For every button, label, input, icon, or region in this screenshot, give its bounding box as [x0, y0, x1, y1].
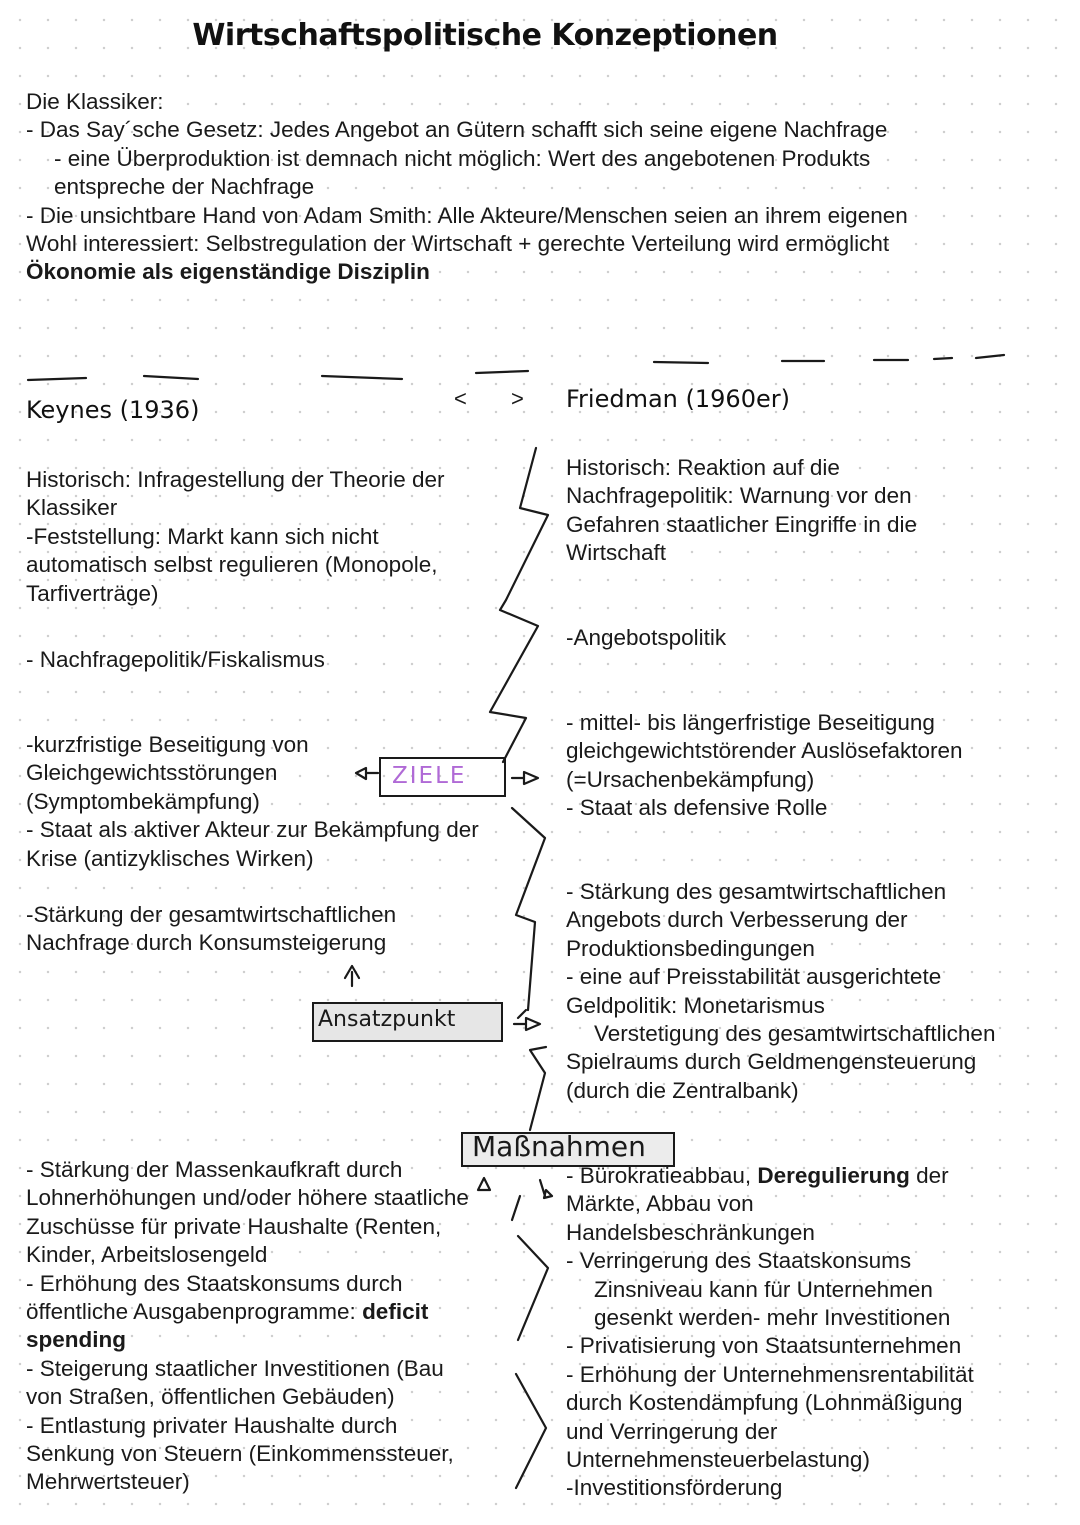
friedman-historisch-line: Historisch: Reaktion auf die [566, 455, 840, 480]
keynes-massnahmen [26, 1156, 469, 1497]
keynes-ziele-line: (Symptombekämpfung) [26, 788, 260, 814]
friedman-historisch-line: Nachfragepolitik: Warnung vor den [566, 483, 912, 509]
friedman-massnahmen-line: Märkte, Abbau von [566, 1191, 754, 1217]
friedman-historisch-line: Gefahren staatlicher Eingriffe in die [566, 511, 918, 537]
friedman-massnahmen-line: und Verringerung der [566, 1418, 778, 1444]
arrow-down-icon [540, 1180, 552, 1198]
keynes-historisch-line: Tarfiverträge) [26, 580, 159, 606]
separator-dash [476, 371, 528, 373]
friedman-ansatz-line: (durch die Zentralbank) [566, 1077, 799, 1103]
friedman-massnahmen-line: - Verringerung des Staatskonsums [566, 1248, 912, 1274]
smith-hand-cont: Wohl interessiert: Selbstregulation der Wirtschaft + gerechte Verteilung wird ermöglicht [26, 231, 890, 257]
friedman-ansatz-line: - Stärkung des gesamtwirtschaftlichen [566, 879, 947, 904]
arrow-down-icon [478, 1178, 490, 1190]
keynes-ziele-line: Krise (antizyklisches Wirken) [26, 845, 314, 871]
friedman-ansatz-line: Verstetigung des gesamtwirtschaftlichen [594, 1021, 996, 1047]
friedman-ziele-line: (=Ursachenbekämpfung) [566, 766, 815, 792]
deficit-pre: öffentliche Ausgabenprogramme: [26, 1299, 363, 1325]
deficit-bold: deficit [362, 1299, 429, 1325]
keynes-historisch [26, 466, 445, 608]
compare-greater-than: > [511, 386, 524, 411]
keynes-massnahmen-line: - Stärkung der Massenkaufkraft durch [26, 1157, 403, 1182]
separator-dash [144, 376, 198, 379]
keynes-massnahmen-line: - Erhöhung des Staatskonsums durch [26, 1270, 403, 1296]
smith-hand: - Die unsichtbare Hand von Adam Smith: Alle Akteure/Menschen seien an ihrem eigenen [26, 202, 908, 228]
friedman-ziele-line: - mittel- bis längerfristige Beseitigung [566, 710, 935, 735]
separator-dash [28, 378, 86, 380]
keynes-historisch-line: Klassiker [26, 495, 118, 521]
deregulierung-post: der [909, 1163, 949, 1188]
friedman-massnahmen-line: -Investitionsförderung [566, 1475, 783, 1501]
keynes-ziele-line: Gleichgewichtsstörungen [26, 760, 278, 786]
keynes-massnahmen-line: von Straßen, öffentlichen Gebäuden) [26, 1384, 395, 1410]
separator-dash [654, 362, 708, 363]
keynes-heading: Keynes (1936) [26, 396, 200, 424]
friedman-ansatz-line: Geldpolitik: Monetarismus [566, 992, 825, 1018]
klassiker-conclusion: Ökonomie als eigenständige Disziplin [26, 259, 430, 285]
friedman-ziele-line: gleichgewichtstörender Auslösefaktoren [566, 738, 963, 764]
ziele-label: ZIELE [392, 763, 467, 789]
deregulierung-pre: - Bürokratieabbau, [566, 1163, 758, 1188]
keynes-historisch-line: -Feststellung: Markt kann sich nicht [26, 523, 379, 549]
friedman-historisch [566, 454, 917, 568]
friedman-ansatz-line: Angebots durch Verbesserung der [566, 907, 908, 933]
keynes-politik: - Nachfragepolitik/Fiskalismus [26, 647, 325, 672]
keynes-massnahmen-line: Mehrwertsteuer) [26, 1469, 190, 1495]
zigzag-divider [512, 808, 545, 1010]
keynes-ansatz-line: Nachfrage durch Konsumsteigerung [26, 930, 387, 956]
friedman-massnahmen-line: Zinsniveau kann für Unternehmen [594, 1276, 933, 1302]
friedman-ziele [566, 709, 963, 823]
zigzag-divider [516, 1374, 546, 1488]
friedman-massnahmen-line [566, 1162, 974, 1190]
keynes-massnahmen-line: Zuschüsse für private Haushalte (Renten, [26, 1213, 442, 1239]
keynes-massnahmen-line: Kinder, Arbeitslosengeld [26, 1242, 268, 1268]
deregulierung-bold: Deregulierung [757, 1163, 910, 1188]
keynes-historisch-line: Historisch: Infragestellung der Theorie der [26, 467, 445, 492]
zigzag-divider [530, 1047, 546, 1130]
keynes-massnahmen-line: Senkung von Steuern (Einkommenssteuer, [26, 1441, 454, 1467]
arrow-right-icon [512, 772, 538, 784]
friedman-massnahmen-line: durch Kostendämpfung (Lohnmäßigung [566, 1390, 963, 1416]
keynes-massnahmen-line: Lohnerhöhungen und/oder höhere staatliche [26, 1185, 469, 1211]
friedman-ansatz-line: Spielraums durch Geldmengensteuerung [566, 1049, 977, 1075]
friedman-heading: Friedman (1960er) [566, 385, 790, 413]
say-law: - Das Say´sche Gesetz: Jedes Angebot an Gütern schafft sich seine eigene Nachfrage [26, 117, 888, 143]
arrow-right-icon [514, 1010, 540, 1030]
friedman-massnahmen-line: - Privatisierung von Staatsunternehmen [566, 1333, 962, 1359]
zigzag-divider [490, 448, 548, 762]
keynes-massnahmen-line: - Entlastung privater Haushalte durch [26, 1412, 398, 1438]
say-law-sub-cont: entspreche der Nachfrage [54, 174, 315, 200]
friedman-massnahmen-line: Unternehmensteuerbelastung) [566, 1447, 870, 1473]
keynes-massnahmen-line: - Steigerung staatlicher Investitionen (Bau [26, 1355, 444, 1381]
separator-dash [976, 355, 1004, 358]
friedman-politik: -Angebotspolitik [566, 625, 727, 650]
keynes-ziele [26, 731, 479, 873]
keynes-ansatz [26, 901, 396, 958]
zigzag-divider [518, 1236, 548, 1340]
separator-dash [934, 358, 952, 359]
friedman-massnahmen [566, 1162, 974, 1503]
keynes-ziele-line: - Staat als aktiver Akteur zur Bekämpfung der [26, 817, 479, 843]
compare-less-than: < [454, 386, 467, 411]
friedman-ziele-line: - Staat als defensive Rolle [566, 795, 828, 821]
keynes-massnahmen-line [26, 1298, 469, 1326]
keynes-historisch-line: automatisch selbst regulieren (Monopole, [26, 552, 438, 578]
arrow-up-icon [345, 966, 359, 986]
friedman-massnahmen-line: Handelsbeschränkungen [566, 1219, 815, 1245]
keynes-ansatz-line: -Stärkung der gesamtwirtschaftlichen [26, 902, 397, 927]
friedman-historisch-line: Wirtschaft [566, 540, 667, 566]
friedman-massnahmen-line: - Erhöhung der Unternehmensrentabilität [566, 1361, 974, 1387]
friedman-ansatz [566, 878, 995, 1105]
separator-dash [322, 376, 402, 379]
page-title: Wirtschaftspolitische Konzeptionen [192, 18, 778, 53]
say-law-sub: - eine Überproduktion ist demnach nicht möglich: Wert des angebotenen Produkts [54, 145, 871, 171]
friedman-ansatz-line: Produktionsbedingungen [566, 935, 815, 961]
keynes-ziele-line: -kurzfristige Beseitigung von [26, 732, 309, 757]
klassiker-heading: Die Klassiker: [26, 89, 164, 114]
friedman-ansatz-line: - eine auf Preisstabilität ausgerichtete [566, 964, 942, 990]
zigzag-divider [512, 1196, 520, 1220]
massnahmen-label: Maßnahmen [472, 1130, 646, 1163]
friedman-massnahmen-line: gesenkt werden- mehr Investitionen [594, 1305, 951, 1331]
ansatzpunkt-label: Ansatzpunkt [318, 1007, 456, 1032]
spending-bold: spending [26, 1327, 126, 1353]
